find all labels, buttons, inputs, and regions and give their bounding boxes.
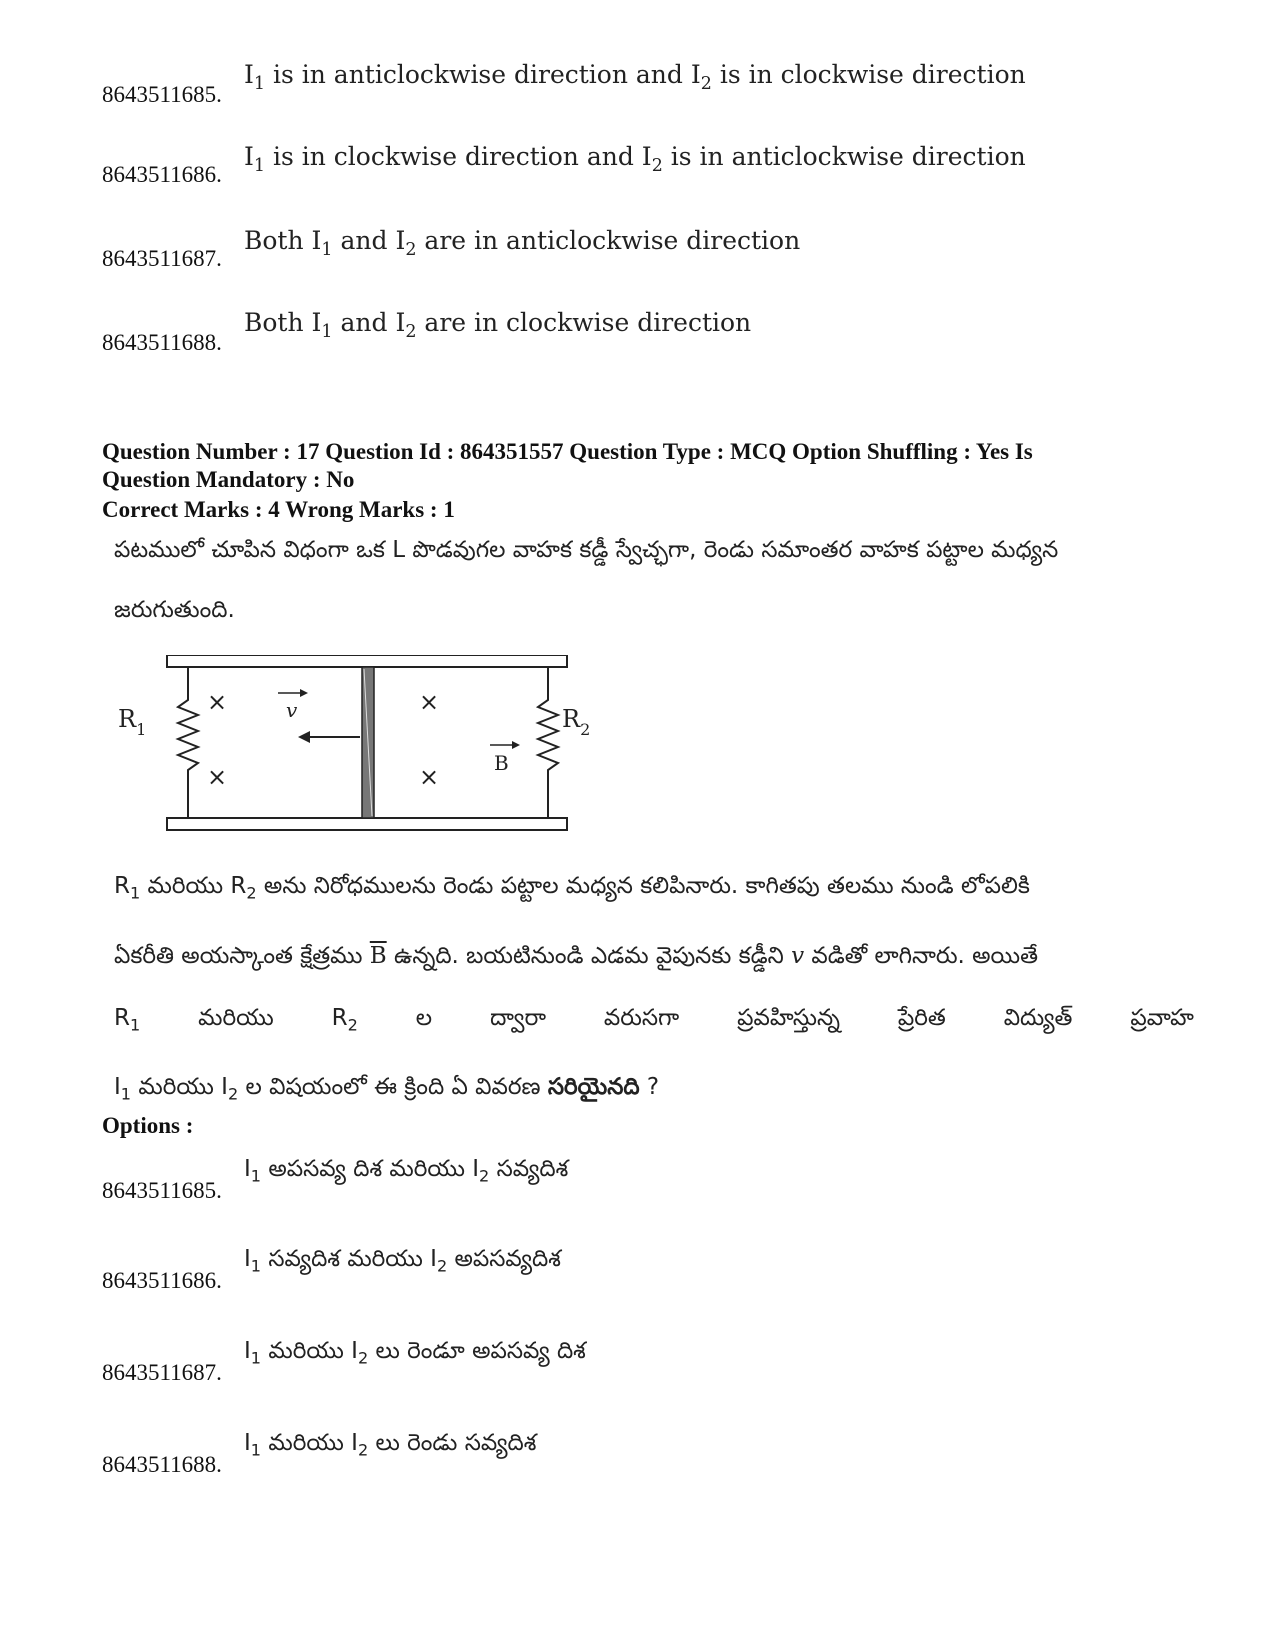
- option-id: 8643511685.: [102, 1178, 222, 1203]
- question-body: [114, 855, 1194, 1126]
- field-label: B: [494, 751, 509, 775]
- bottom-rail: [167, 818, 567, 830]
- option-id: 8643511688.: [102, 330, 222, 355]
- resistor-r1: [178, 667, 198, 818]
- rail-circuit-diagram: [110, 655, 590, 840]
- option-id: 8643511687.: [102, 246, 222, 271]
- option-text: $I_1$ సవ్యదిశ మరియు $I_2$ అపసవ్యదిశ: [244, 1246, 561, 1276]
- option-id: 8643511686.: [102, 1268, 222, 1293]
- option-text: $I_1$ అపసవ్య దిశ మరియు $I_2$ సవ్యదిశ: [244, 1156, 569, 1186]
- options-label: Options :: [102, 1113, 194, 1138]
- field-cross: ×: [207, 688, 228, 716]
- question-body-line4: $I_1$ మరియు $I_2$ ల విషయంలో ఈ క్రింది ఏ వివరణ సరియైనది ?: [114, 1074, 660, 1104]
- r1-label: $R_1$: [118, 705, 147, 739]
- question-body-line2: ఏకరీతి అయస్కాంత క్షేత్రము $\overline{B}$ ఉన్నది. బయటినుండి ఎడమ వైపునకు కడ్డీని v వడితో లాగినారు. అయితే: [114, 942, 1039, 969]
- question-intro-line1: పటములో చూపిన విధంగా ఒక L పొడవుగల వాహక కడ్డీ స్వేచ్ఛగా, రెండు సమాంతర వాహక పట్టాల మధ్యన: [114, 537, 1059, 563]
- option-text: $I_1$ is in clockwise direction and $I_2$ is in anticlockwise direction: [244, 142, 1026, 177]
- question-header: [102, 438, 1202, 494]
- option-text: $I_1$ మరియు $I_2$ లు రెండూ అపసవ్య దిశ: [244, 1338, 586, 1368]
- question-header-line1: Question Number : 17 Question Id : 864351557 Question Type : MCQ Option Shuffling : Yes Is: [102, 439, 1033, 464]
- option-text: $I_1$ మరియు $I_2$ లు రెండు సవ్యదిశ: [244, 1430, 537, 1460]
- question-body-line1: $R_1$ మరియు $R_2$ అను నిరోధములను రెండు పట్టాల మధ్యన కలిపినారు. కాగితపు తలము నుండి లోపలికి: [114, 873, 1030, 903]
- option-text: Both $I_1$ and $I_2$ are in clockwise direction: [244, 308, 752, 343]
- question-intro-line2: జరుగుతుంది.: [114, 597, 235, 623]
- option-id: 8643511687.: [102, 1360, 222, 1385]
- r2-label: $R_2$: [562, 705, 590, 739]
- option-id: 8643511686.: [102, 162, 222, 187]
- top-rail: [167, 655, 567, 667]
- option-id: 8643511685.: [102, 82, 222, 107]
- field-cross: ×: [207, 763, 228, 791]
- question-intro: [114, 520, 1194, 640]
- question-body-line3: $R_1$ మరియు $R_2$ ల ద్వారా వరుసగా ప్రవహిస్తున్న ప్రేరిత విద్యుత్ ప్రవాహ: [114, 1004, 1194, 1035]
- field-cross: ×: [419, 688, 440, 716]
- option-text: $I_1$ is in anticlockwise direction and $I_2$ is in clockwise direction: [244, 60, 1026, 95]
- option-text: Both $I_1$ and $I_2$ are in anticlockwise direction: [244, 226, 801, 261]
- field-cross: ×: [419, 763, 440, 791]
- question-header-line2: Question Mandatory : No: [102, 467, 355, 492]
- velocity-label: v: [286, 698, 298, 722]
- option-id: 8643511688.: [102, 1452, 222, 1477]
- question-marks: Correct Marks : 4 Wrong Marks : 1: [102, 497, 455, 522]
- resistor-r2: [538, 667, 558, 818]
